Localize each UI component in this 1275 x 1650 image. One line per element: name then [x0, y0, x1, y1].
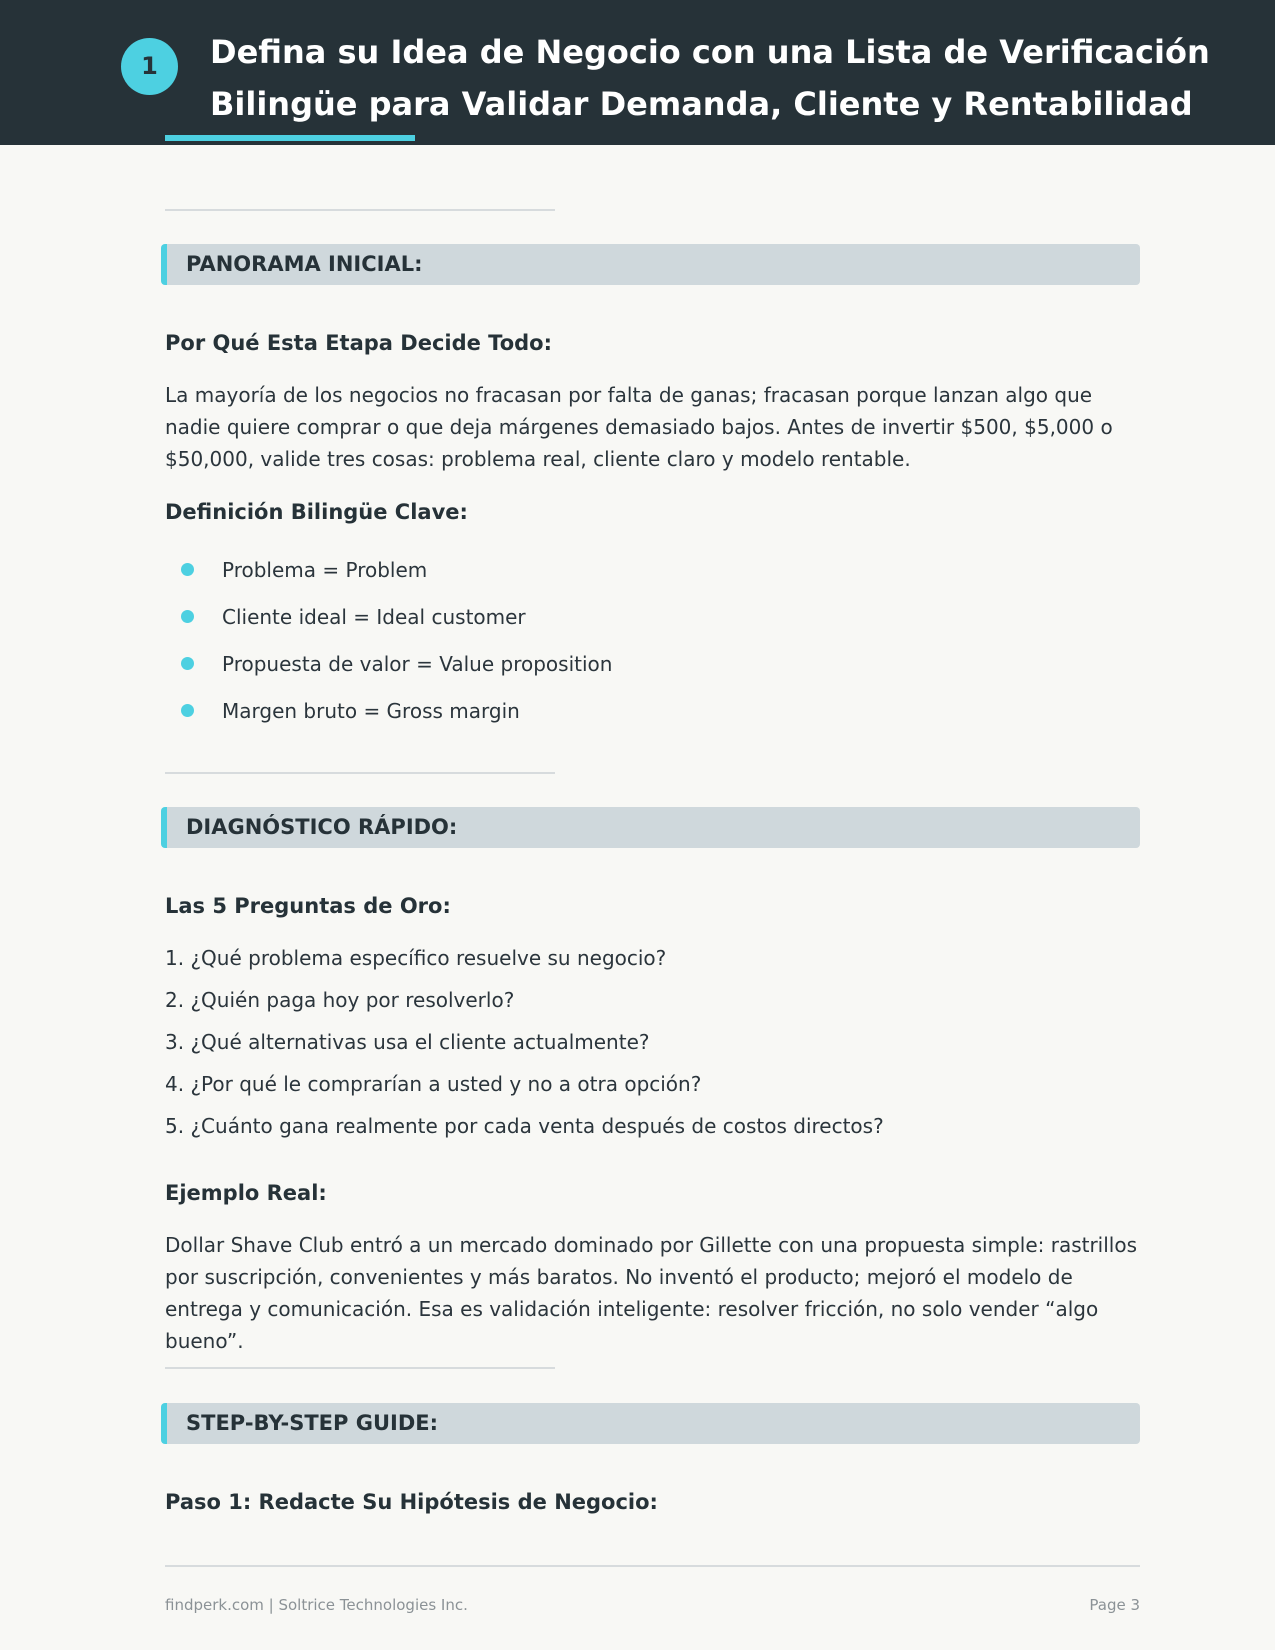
definition-text: Margen bruto = Gross margin [222, 698, 520, 723]
subheading-golden-questions: Las 5 Preguntas de Oro: [165, 894, 451, 918]
list-item: 2. ¿Quién paga hoy por resolverlo? [165, 988, 515, 1012]
section-divider [165, 1367, 555, 1369]
bullet-dot-icon [181, 657, 194, 670]
section-header-panorama: PANORAMA INICIAL: [161, 244, 1140, 285]
section-header-step-guide: STEP-BY-STEP GUIDE: [161, 1403, 1140, 1444]
definition-text: Propuesta de valor = Value proposition [222, 651, 613, 676]
list-item: 1. ¿Qué problema específico resuelve su negocio? [165, 946, 667, 970]
section-header-diagnostico: DIAGNÓSTICO RÁPIDO: [161, 807, 1140, 848]
golden-questions-list [165, 937, 884, 1147]
footer-source: findperk.com | Soltrice Technologies Inc. [165, 1596, 468, 1614]
list-item [181, 687, 612, 734]
title-accent-underline [165, 135, 415, 141]
definition-text: Problema = Problem [222, 557, 428, 582]
chapter-title: Defina su Idea de Negocio con una Lista de Verificación Bilingüe para Validar Demanda, Cliente y Rentabilidad [210, 33, 1210, 123]
subheading-definitions: Definición Bilingüe Clave: [165, 500, 468, 524]
section-divider [165, 209, 555, 211]
subheading-real-example: Ejemplo Real: [165, 1181, 327, 1205]
section-divider [165, 772, 555, 774]
definitions-list [181, 546, 612, 734]
list-item: 4. ¿Por qué le comprarían a usted y no a otra opción? [165, 1072, 702, 1096]
example-paragraph: Dollar Shave Club entró a un mercado dominado por Gillette con una propuesta simple: rastrillos por suscripción, convenientes y más baratos. No inventó el producto; mejoró el modelo de entrega y comunicación. Esa es validación inteligente: resolver fricción, no solo vender “algo bueno”. [165, 1233, 1138, 1353]
list-item [181, 546, 612, 593]
bullet-dot-icon [181, 610, 194, 623]
subheading-step-1: Paso 1: Redacte Su Hipótesis de Negocio: [165, 1490, 658, 1514]
footer-divider [165, 1565, 1140, 1567]
list-item [181, 593, 612, 640]
intro-paragraph: La mayoría de los negocios no fracasan por falta de ganas; fracasan porque lanzan algo que nadie quiere comprar o que deja márgenes demasiado bajos. Antes de invertir $500, $5,000 o $50,000, valide tres cosas: problema real, cliente claro y modelo rentable. [165, 383, 1113, 471]
page-number: Page 3 [1089, 1596, 1140, 1614]
subheading-why-stage: Por Qué Esta Etapa Decide Todo: [165, 331, 553, 355]
list-item: 5. ¿Cuánto gana realmente por cada venta después de costos directos? [165, 1114, 884, 1138]
definition-text: Cliente ideal = Ideal customer [222, 604, 526, 629]
bullet-dot-icon [181, 704, 194, 717]
list-item: 3. ¿Qué alternativas usa el cliente actualmente? [165, 1030, 650, 1054]
chapter-number-badge: 1 [121, 38, 178, 95]
bullet-dot-icon [181, 563, 194, 576]
chapter-header [0, 0, 1275, 145]
list-item [181, 640, 612, 687]
